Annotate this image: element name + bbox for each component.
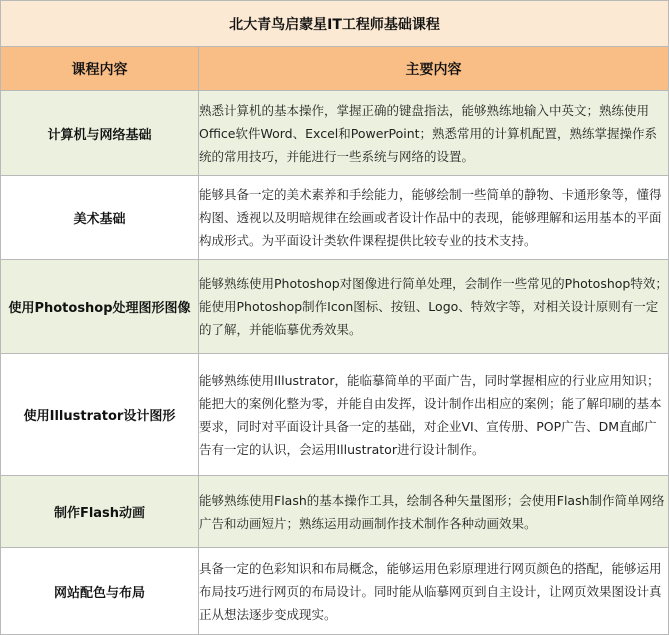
header-course: 课程内容 [1,47,199,91]
course-name: 网站配色与布局 [1,548,199,635]
table-row [1,260,669,354]
table-row [1,548,669,635]
table-row [1,354,669,476]
header-row [1,47,669,91]
course-name: 使用Illustrator设计图形 [1,354,199,476]
title-row [1,1,669,47]
table-row [1,176,669,260]
course-description: 熟悉计算机的基本操作，掌握正确的键盘指法，能够熟练地输入中英文；熟练使用Office软件Word、Excel和PowerPoint；熟悉常用的计算机配置，熟练掌握操作系统的常用技巧，并能进行一些系统与网络的设置。 [199,91,669,176]
course-name: 制作Flash动画 [1,476,199,548]
course-description: 能够具备一定的美术素养和手绘能力，能够绘制一些简单的静物、卡通形象等，懂得构图、透视以及明暗规律在绘画或者设计作品中的表现，能够理解和运用基本的平面构成形式。为平面设计类软件课程提供比较专业的技术支持。 [199,176,669,260]
course-description: 能够熟练使用Photoshop对图像进行简单处理，会制作一些常见的Photoshop特效；能使用Photoshop制作Icon图标、按钮、Logo、特效字等，对相关设计原则有一定的了解，并能临摹优秀效果。 [199,260,669,354]
course-name: 美术基础 [1,176,199,260]
table-row [1,91,669,176]
course-name: 计算机与网络基础 [1,91,199,176]
course-name: 使用Photoshop处理图形图像 [1,260,199,354]
table-title: 北大青鸟启蒙星IT工程师基础课程 [1,1,669,47]
course-description: 能够熟练使用Illustrator，能临摹简单的平面广告，同时掌握相应的行业应用知识；能把大的案例化整为零，并能自由发挥，设计制作出相应的案例；能了解印刷的基本要求，同时对平面设计具备一定的基础，对企业VI、宣传册、POP广告、DM直邮广告有一定的认识，会运用Illustrator进行设计制作。 [199,354,669,476]
table-row [1,476,669,548]
course-description: 能够熟练使用Flash的基本操作工具，绘制各种矢量图形；会使用Flash制作简单网络广告和动画短片；熟练运用动画制作技术制作各种动画效果。 [199,476,669,548]
header-content: 主要内容 [199,47,669,91]
course-description: 具备一定的色彩知识和布局概念，能够运用色彩原理进行网页颜色的搭配，能够运用布局技巧进行网页的布局设计。同时能从临摹网页到自主设计，让网页效果图设计真正从想法逐步变成现实。 [199,548,669,635]
